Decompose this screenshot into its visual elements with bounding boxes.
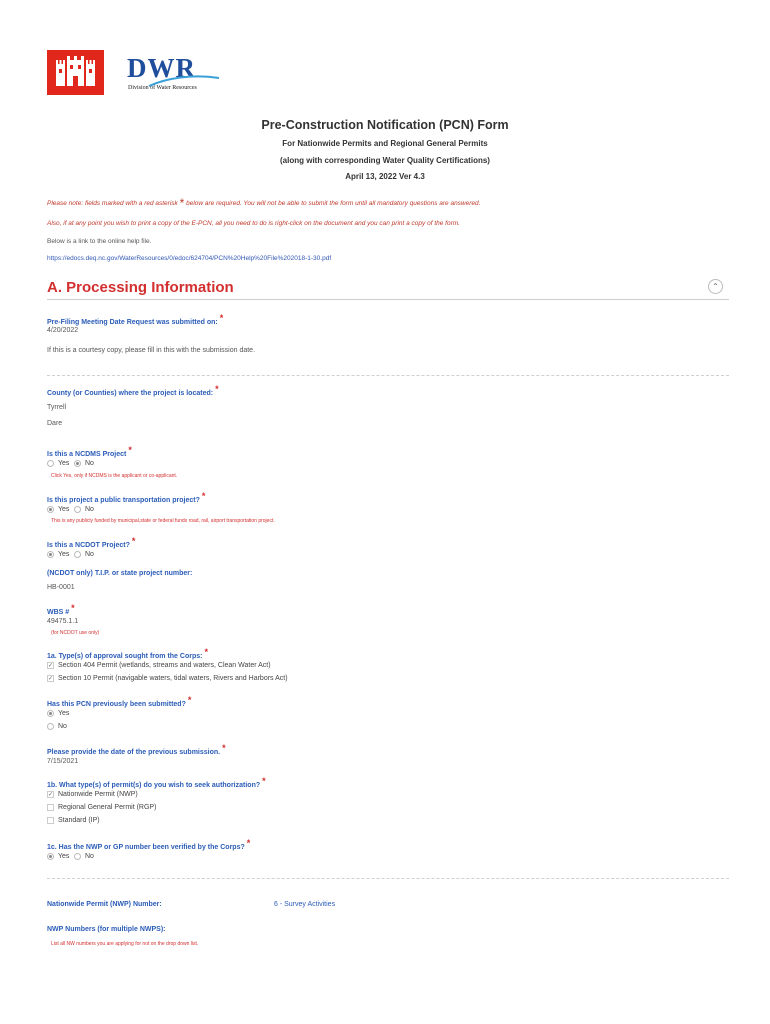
previously-submitted-no-radio[interactable]: No — [47, 723, 67, 730]
dwr-logo-text: DWR — [127, 53, 196, 83]
wbs-hint: (for NCDOT use only) — [51, 630, 100, 636]
ncdot-yes-radio[interactable]: Yes — [47, 551, 69, 558]
help-intro: Below is a link to the online help file. — [47, 238, 152, 245]
county-value[interactable]: Tyrrell — [47, 404, 67, 411]
usace-logo — [47, 50, 104, 95]
tip-field[interactable]: HB-0001 — [47, 584, 75, 591]
previous-date-label: Please provide the date of the previous submission. * — [47, 743, 226, 756]
approval-types-label: 1a. Type(s) of approval sought from the Corps: * — [47, 647, 208, 660]
radio-selected-icon — [47, 853, 54, 860]
checkbox-icon — [47, 817, 54, 824]
divider — [47, 878, 729, 879]
public-transport-yes-radio[interactable]: Yes — [47, 506, 69, 513]
nwp-numbers-hint: List all NW numbers you are applying for not on the drop down list. — [51, 941, 199, 947]
prefiling-hint: If this is a courtesy copy, please fill in this with the submission date. — [47, 347, 256, 354]
ncdms-hint: Click Yes, only if NCDMS is the applicant or co-applicant. — [51, 473, 178, 479]
dwr-logo-subtitle: Division of Water Resources — [128, 85, 197, 91]
ncdms-label: Is this a NCDMS Project * — [47, 445, 132, 458]
tip-label: (NCDOT only) T.I.P. or state project number: — [47, 570, 193, 577]
required-asterisk: * — [179, 196, 185, 210]
county-label: County (or Counties) where the project is located: * — [47, 384, 219, 397]
radio-selected-icon — [47, 710, 54, 717]
wbs-field[interactable]: 49475.1.1 — [47, 618, 79, 625]
nwp-checkbox[interactable]: ✓ Nationwide Permit (NWP) — [48, 791, 138, 798]
prefiling-label: Pre-Filing Meeting Date Request was submitted on: * — [47, 313, 224, 326]
previously-submitted-yes-radio[interactable]: Yes — [47, 710, 69, 717]
nwp-numbers-label: NWP Numbers (for multiple NWPS): — [47, 926, 166, 933]
radio-selected-icon — [47, 506, 54, 513]
check-icon: ✓ — [48, 676, 54, 682]
rgp-checkbox[interactable]: Regional General Permit (RGP) — [47, 804, 156, 811]
form-version: April 13, 2022 Ver 4.3 — [345, 172, 425, 181]
checkbox-icon — [47, 804, 54, 811]
public-transport-no-radio[interactable]: No — [74, 506, 94, 513]
required-note: Please note: fields marked with a red asterisk * below are required. You will not be able to submit the form until all mandatory questions are answered. — [47, 196, 481, 210]
verified-no-radio[interactable]: No — [74, 853, 94, 860]
public-transport-label: Is this project a public transportation project? * — [47, 491, 206, 504]
verified-yes-radio[interactable]: Yes — [47, 853, 69, 860]
previous-date-field[interactable]: 7/15/2021 — [47, 758, 79, 765]
wbs-label: WBS # * — [47, 603, 75, 616]
section-404-checkbox[interactable]: ✓ Section 404 Permit (wetlands, streams and waters, Clean Water Act) — [48, 662, 271, 669]
section-10-checkbox[interactable]: ✓ Section 10 Permit (navigable waters, tidal waters, Rivers and Harbors Act) — [48, 675, 288, 682]
nwp-number-label: Nationwide Permit (NWP) Number: — [47, 901, 162, 908]
standard-ip-checkbox[interactable]: Standard (IP) — [47, 817, 100, 824]
print-note: Also, if at any point you wish to print a copy of the E-PCN, all you need to do is right-click on the document and you can print a copy of the form. — [47, 220, 460, 227]
check-icon: ✓ — [48, 663, 54, 669]
radio-selected-icon — [47, 551, 54, 558]
public-transport-hint: This is any publicly funded by municipal,state or federal funds road, rail, airport transportation project. — [51, 518, 275, 524]
radio-selected-icon — [74, 460, 81, 467]
dwr-logo — [127, 54, 222, 96]
verified-label: 1c. Has the NWP or GP number been verified by the Corps? * — [47, 838, 251, 851]
form-title: Pre-Construction Notification (PCN) Form — [261, 118, 509, 132]
form-subtitle-2: (along with corresponding Water Quality Certifications) — [280, 156, 490, 165]
section-divider — [47, 299, 729, 300]
radio-icon — [74, 506, 81, 513]
ncdms-no-radio[interactable]: No — [74, 460, 94, 467]
prefiling-date-field[interactable]: 4/20/2022 — [47, 327, 79, 334]
ncdms-yes-radio[interactable]: Yes — [47, 460, 69, 467]
nwp-number-select[interactable]: 6 - Survey Activities — [274, 901, 336, 908]
ncdot-label: Is this a NCDOT Project? * — [47, 536, 136, 549]
radio-icon — [47, 460, 54, 467]
chevron-up-icon[interactable]: ⌃ — [708, 279, 723, 294]
county-value[interactable]: Dare — [47, 420, 63, 427]
radio-icon — [74, 551, 81, 558]
radio-icon — [47, 723, 54, 730]
check-icon: ✓ — [48, 792, 54, 798]
form-subtitle: For Nationwide Permits and Regional General Permits — [282, 139, 488, 148]
divider — [47, 375, 729, 376]
ncdot-no-radio[interactable]: No — [74, 551, 94, 558]
previously-submitted-label: Has this PCN previously been submitted? * — [47, 695, 192, 708]
section-title: A. Processing Information — [47, 279, 234, 296]
radio-icon — [74, 853, 81, 860]
permit-types-label: 1b. What type(s) of permit(s) do you wish to seek authorization? * — [47, 776, 266, 789]
help-link[interactable]: https://edocs.deq.nc.gov/WaterResources/0/edoc/624704/PCN%20Help%20File%202018-1-30.pdf — [47, 255, 332, 262]
